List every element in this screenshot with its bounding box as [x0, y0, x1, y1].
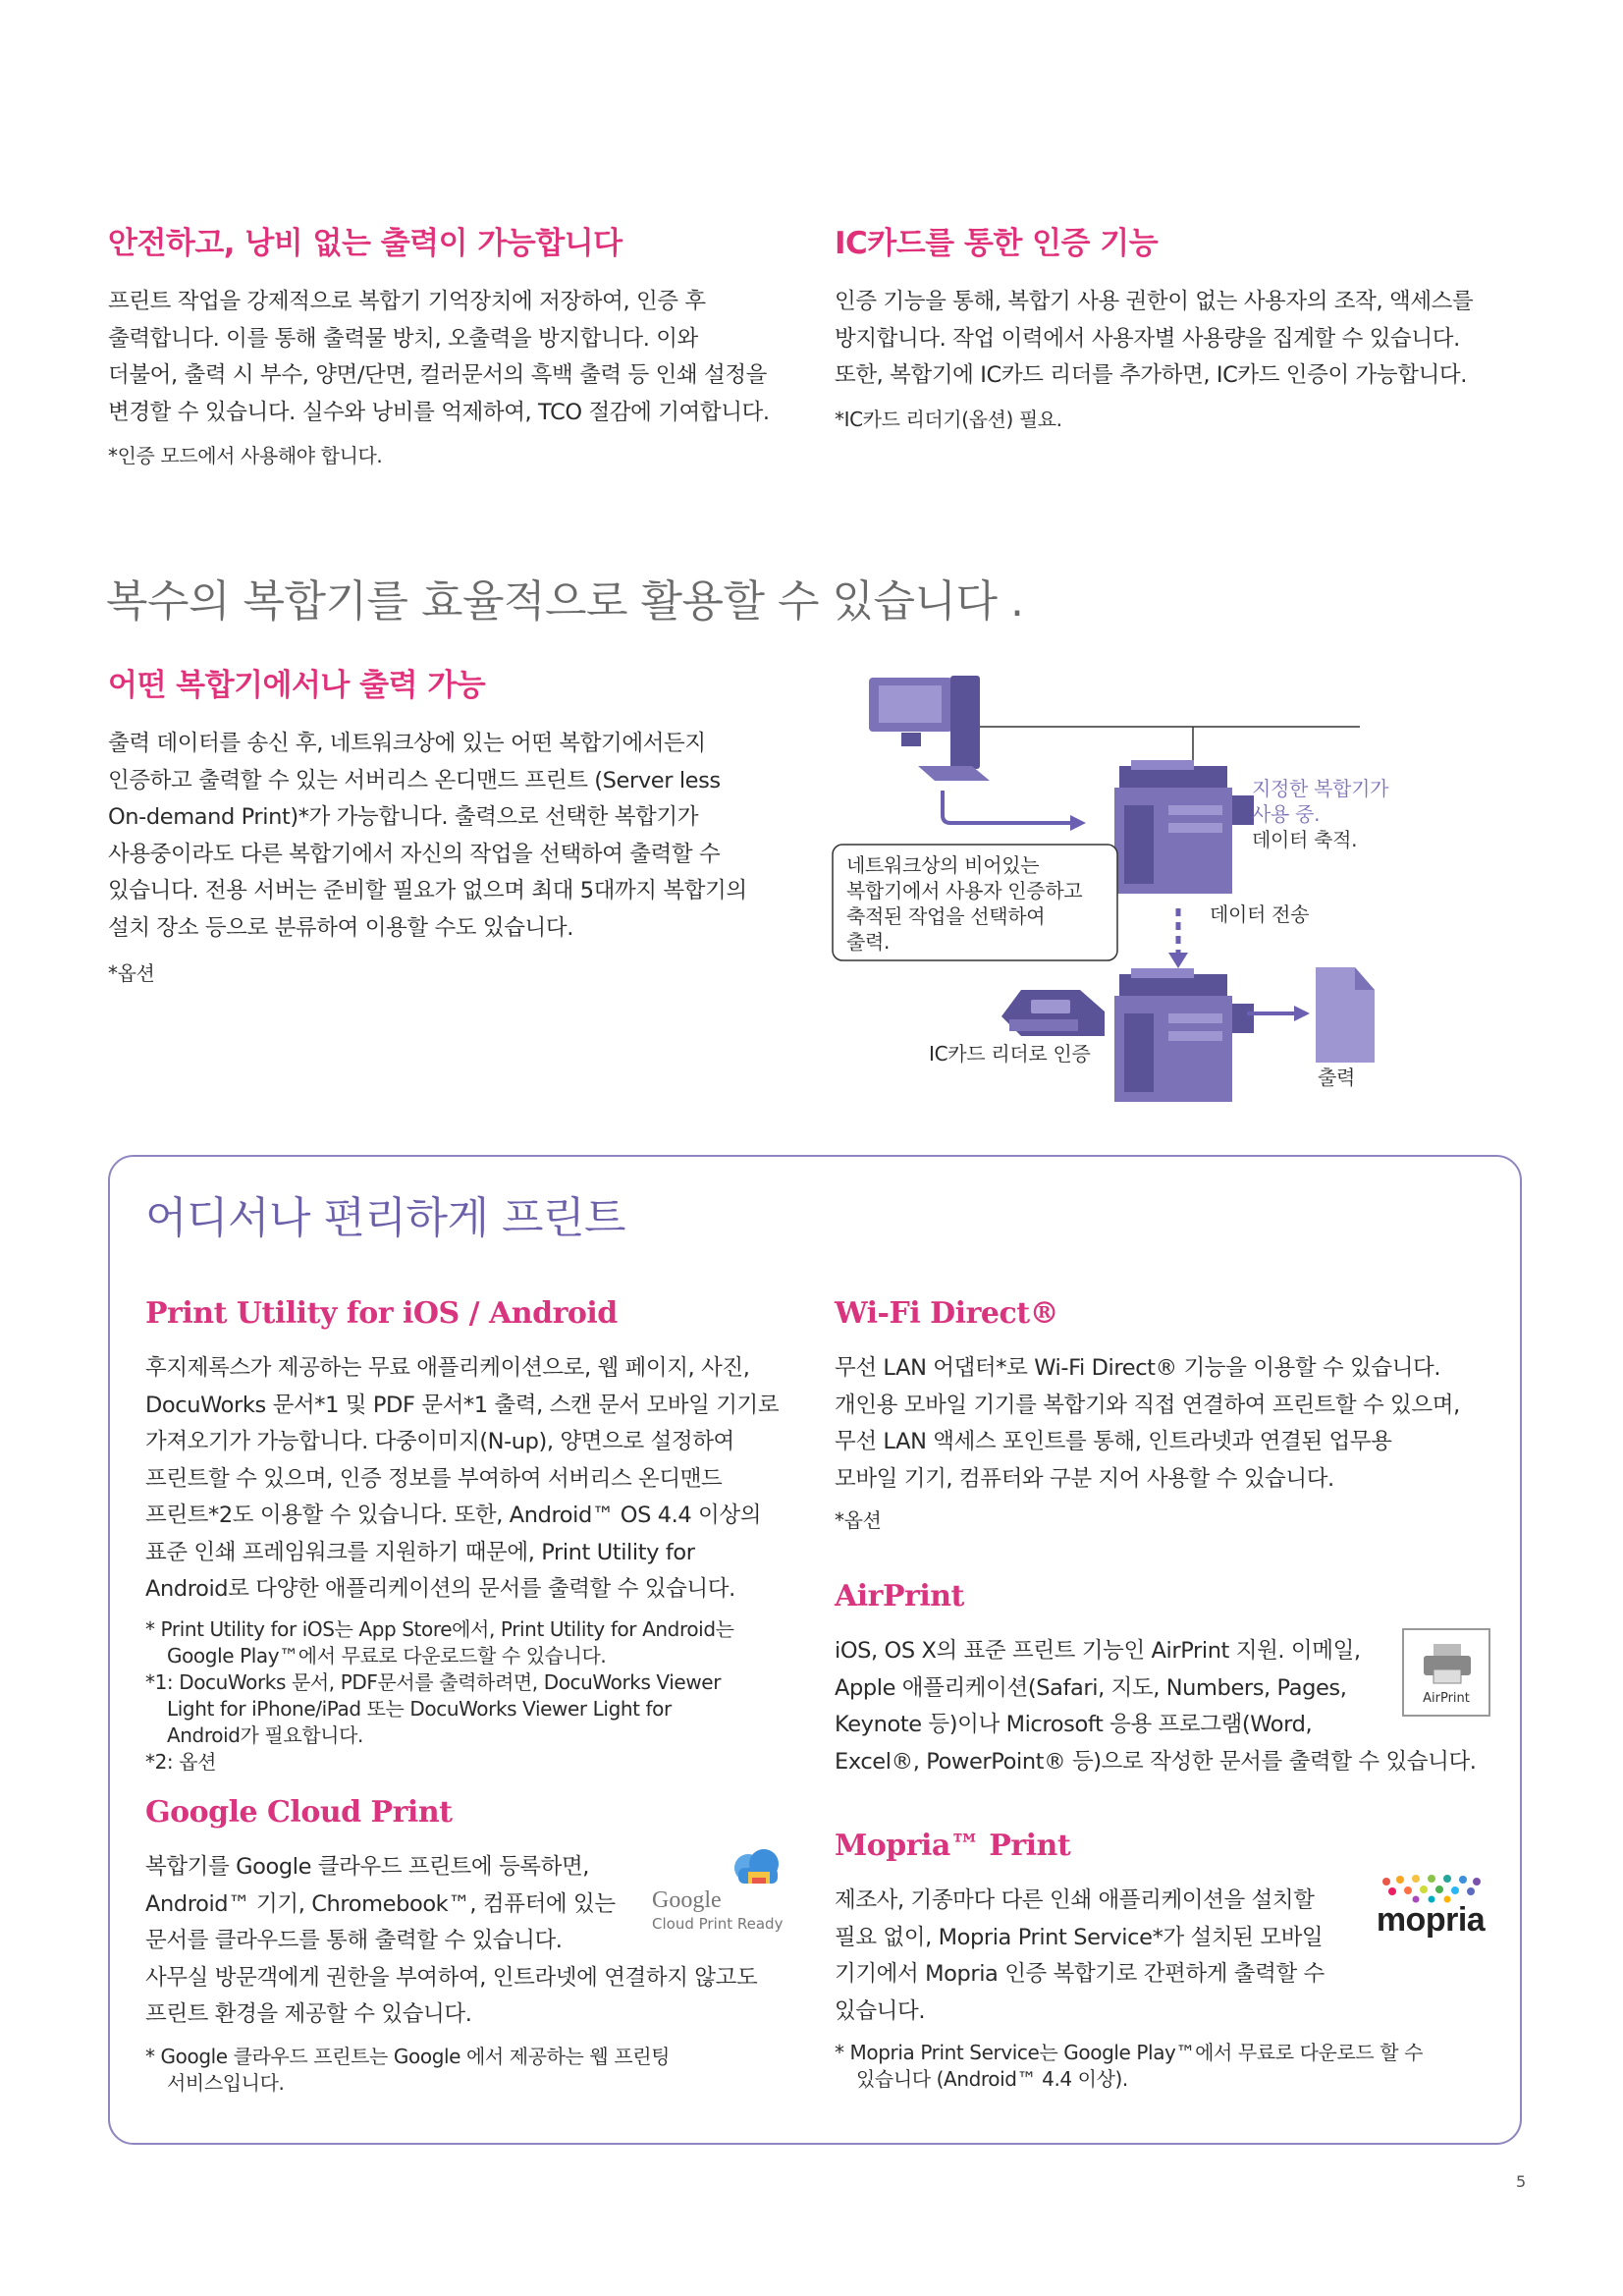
mopria-section	[835, 1829, 1423, 2093]
mobile-print-heading: 어디서나 편리하게 프린트	[145, 1193, 626, 1243]
callout-line-3: 축적된 작업을 선택하여	[846, 904, 1046, 928]
secure-print-text-3: 더불어, 출력 시 부수, 양면/단면, 컬러문서의 흑백 출력 등 인쇄 설정을	[108, 362, 768, 388]
google-cloud-text-2: Android™ 기기, Chromebook™, 컴퓨터에 있는	[145, 1890, 616, 1917]
cloud-print-ready-text: Cloud Print Ready	[652, 1915, 784, 1933]
ic-card-heading: IC카드를 통한 인증 기능	[835, 226, 1159, 261]
callout-text	[846, 852, 1082, 955]
send-arrow-head	[1070, 815, 1086, 831]
output-arrow-head	[1294, 1006, 1310, 1021]
any-device-text-2: 인증하고 출력할 수 있는 서버리스 온디맨드 프린트 (Server less	[108, 767, 721, 793]
callout-line-2: 복합기에서 사용자 인증하고	[846, 879, 1083, 902]
mopria-heading: Mopria™ Print	[835, 1829, 1071, 1863]
print-utility-text-7: Android로 다양한 애플리케이션의 문서를 출력할 수 있습니다.	[145, 1576, 735, 1602]
print-utility-text-5: 프린트*2도 이용할 수 있습니다. 또한, Android™ OS 4.4 이상의	[145, 1503, 762, 1528]
google-cloud-heading: Google Cloud Print	[145, 1795, 453, 1830]
ic-card-section	[835, 218, 1473, 433]
secure-print-text-4: 변경할 수 있습니다. 실수와 낭비를 억제하여, TCO 절감에 기여합니다.	[108, 399, 770, 425]
print-utility-section	[145, 1296, 779, 1776]
wifi-direct-text-4: 모바일 기기, 컴퓨터와 구분 지어 사용할 수 있습니다.	[835, 1465, 1334, 1492]
send-arrow	[943, 791, 1070, 823]
airprint-text-2: Apple 애플리케이션(Safari, 지도, Numbers, Pages,	[835, 1674, 1347, 1701]
secure-print-section	[108, 218, 770, 469]
label-transfer: 데이터 전송	[1210, 902, 1310, 926]
ic-card-reader-icon	[1001, 990, 1105, 1036]
wifi-direct-text-2: 개인용 모바일 기기를 복합기와 직접 연결하여 프린트할 수 있으며,	[835, 1392, 1460, 1418]
printer-designated-icon	[1114, 760, 1254, 894]
printer-free-icon	[1114, 968, 1254, 1102]
wifi-direct-text-1: 무선 LAN 어댑터*로 Wi-Fi Direct® 기능을 이용할 수 있습니다.	[835, 1355, 1441, 1381]
airprint-text-4: Excel®, PowerPoint® 등)으로 작성한 문서를 출력할 수 있습니다.	[835, 1748, 1477, 1775]
print-utility-note-3: *1: DocuWorks 문서, PDF문서를 출력하려면, DocuWorks Viewer	[145, 1669, 722, 1694]
google-cloud-note-2: 서비스입니다.	[167, 2070, 285, 2095]
any-device-text-6: 설치 장소 등으로 분류하여 이용할 수도 있습니다.	[108, 914, 573, 941]
print-utility-note-1: * Print Utility for iOS는 App Store에서, Print Utility for Android는	[145, 1616, 734, 1641]
any-device-note: *옵션	[108, 961, 155, 985]
any-device-text-5: 있습니다. 전용 서버는 준비할 필요가 없으며 최대 5대까지 복합기의	[108, 878, 747, 903]
google-cloud-note-1: * Google 클라우드 프린트는 Google 에서 제공하는 웹 프린팅	[145, 2044, 671, 2068]
any-device-text-3: On-demand Print)*가 가능합니다. 출력으로 선택한 복합기가	[108, 804, 699, 830]
mopria-text-1: 제조사, 기종마다 다른 인쇄 애플리케이션을 설치할	[835, 1887, 1315, 1913]
ic-card-text-2: 방지합니다. 작업 이력에서 사용자별 사용량을 집계할 수 있습니다.	[835, 325, 1460, 352]
label-designated-3: 데이터 축적.	[1252, 828, 1358, 851]
wifi-direct-section	[835, 1296, 1460, 1534]
google-cloud-text-5: 프린트 환경을 제공할 수 있습니다.	[145, 2001, 472, 2027]
secure-print-heading: 안전하고, 낭비 없는 출력이 가능합니다	[108, 226, 622, 261]
airprint-logo	[1402, 1628, 1490, 1717]
print-utility-note-6: *2: 옵션	[145, 1749, 217, 1774]
cloud-icon	[727, 1846, 785, 1891]
mopria-logo	[1367, 1874, 1494, 1942]
print-utility-heading: Print Utility for iOS / Android	[145, 1296, 618, 1331]
wifi-direct-text-3: 무선 LAN 액세스 포인트를 통해, 인트라넷과 연결된 업무용	[835, 1429, 1392, 1454]
mopria-note-2: 있습니다 (Android™ 4.4 이상).	[856, 2067, 1128, 2091]
ic-card-note: *IC카드 리더기(옵션) 필요.	[835, 407, 1062, 431]
label-designated-2: 사용 중.	[1252, 802, 1321, 826]
document-icon	[1316, 967, 1375, 1063]
callout-line-4: 출력.	[846, 930, 891, 954]
wifi-direct-note: *옵션	[835, 1508, 882, 1532]
secure-print-note: *인증 모드에서 사용해야 합니다.	[108, 444, 383, 467]
print-utility-note-2: Google Play™에서 무료로 다운로드할 수 있습니다.	[167, 1643, 607, 1667]
mopria-text-4: 있습니다.	[835, 1997, 926, 2024]
computer-icon	[869, 676, 990, 781]
page-number: 5	[1516, 2172, 1527, 2191]
airprint-section	[835, 1579, 1477, 1780]
print-utility-text-1: 후지제록스가 제공하는 무료 애플리케이션으로, 웹 페이지, 사진,	[145, 1355, 750, 1381]
print-utility-text-4: 프린트할 수 있으며, 인증 정보를 부여하여 서버리스 온디맨드	[145, 1465, 723, 1492]
google-cloud-text-4: 사무실 방문객에게 권한을 부여하여, 인트라넷에 연결하지 않고도	[145, 1964, 758, 1991]
multi-device-heading: 복수의 복합기를 효율적으로 활용할 수 있습니다 .	[106, 576, 1024, 627]
google-cloud-section	[145, 1795, 757, 2097]
any-device-section	[108, 660, 747, 987]
airprint-heading: AirPrint	[835, 1579, 964, 1613]
airprint-text-1: iOS, OS X의 표준 프린트 기능인 AirPrint 지원. 이메일,	[835, 1638, 1361, 1664]
mopria-text-3: 기기에서 Mopria 인증 복합기로 간편하게 출력할 수	[835, 1961, 1325, 1987]
airprint-text-3: Keynote 등)이나 Microsoft 응용 프로그램(Word,	[835, 1712, 1313, 1737]
airprint-logo-text: AirPrint	[1423, 1691, 1470, 1706]
mopria-logo-text: mopria	[1376, 1901, 1486, 1939]
print-utility-note-4: Light for iPhone/iPad 또는 DocuWorks Viewer Light for	[167, 1696, 672, 1721]
any-device-heading: 어떤 복합기에서나 출력 가능	[108, 668, 486, 703]
label-output: 출력	[1318, 1066, 1356, 1089]
google-cloud-text-1: 복합기를 Google 클라우드 프린트에 등록하면,	[145, 1854, 590, 1880]
mopria-dots-icon	[1373, 1874, 1488, 1903]
print-utility-note-5: Android가 필요합니다.	[167, 1722, 363, 1747]
print-utility-text-6: 표준 인쇄 프레임워크를 지원하기 때문에, Print Utility for	[145, 1539, 695, 1565]
callout-line-1: 네트워크상의 비어있는	[846, 853, 1040, 877]
secure-print-text-1: 프린트 작업을 강제적으로 복합기 기억장치에 저장하여, 인증 후	[108, 289, 706, 314]
google-logo-text: Google	[652, 1887, 722, 1913]
any-device-text-1: 출력 데이터를 송신 후, 네트워크상에 있는 어떤 복합기에서든지	[108, 731, 706, 756]
printer-icon	[1422, 1642, 1473, 1685]
any-device-text-4: 사용중이라도 다른 복합기에서 자신의 작업을 선택하여 출력할 수	[108, 841, 721, 867]
ic-card-text-1: 인증 기능을 통해, 복합기 사용 권한이 없는 사용자의 조작, 액세스를	[835, 289, 1474, 314]
label-designated-1: 지정한 복합기가	[1252, 777, 1389, 800]
google-cloud-print-logo	[648, 1846, 795, 1933]
print-utility-text-3: 가져오기가 가능합니다. 다중이미지(N-up), 양면으로 설정하여	[145, 1429, 734, 1454]
mopria-text-2: 필요 없이, Mopria Print Service*가 설치된 모바일	[835, 1924, 1324, 1950]
print-utility-text-2: DocuWorks 문서*1 및 PDF 문서*1 출력, 스캔 문서 모바일 기기로	[145, 1392, 780, 1418]
transfer-arrow-head	[1168, 953, 1188, 968]
wifi-direct-heading: Wi-Fi Direct®	[835, 1296, 1059, 1331]
label-ic-card: IC카드 리더로 인증	[929, 1042, 1091, 1066]
mopria-note-1: * Mopria Print Service는 Google Play™에서 무료로 다운로드 할 수	[835, 2041, 1424, 2064]
google-cloud-text-3: 문서를 클라우드를 통해 출력할 수 있습니다.	[145, 1928, 563, 1953]
secure-print-text-2: 출력합니다. 이를 통해 출력물 방치, 오출력을 방지합니다. 이와	[108, 325, 698, 352]
ic-card-text-3: 또한, 복합기에 IC카드 리더를 추가하면, IC카드 인증이 가능합니다.	[835, 362, 1467, 388]
